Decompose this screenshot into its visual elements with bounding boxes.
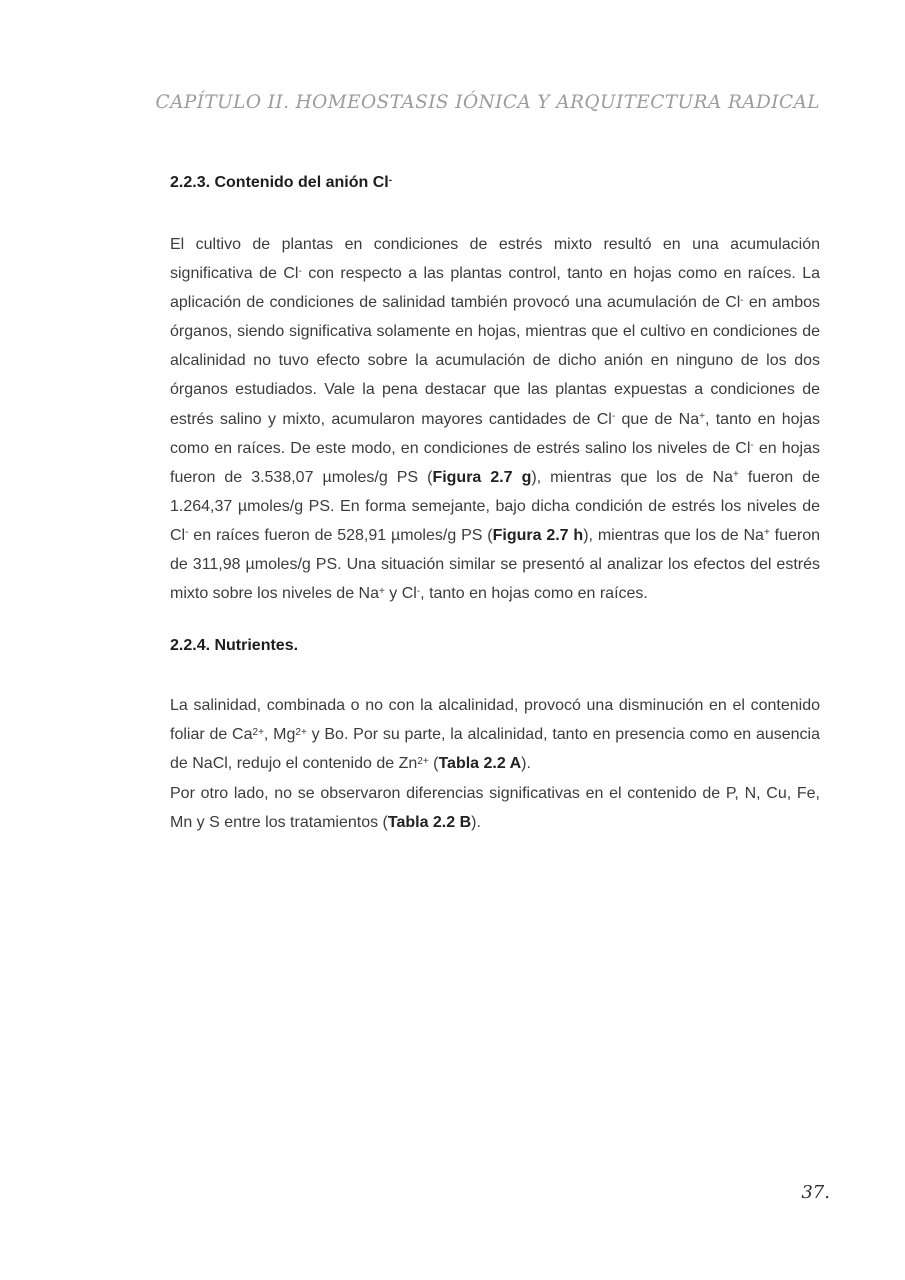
page-content <box>170 172 820 837</box>
paragraph-chloride-content: El cultivo de plantas en condiciones de estrés mixto resultó en una acumulación significativa de Cl- con respecto a las plantas control, tanto en hojas como en raíces. La aplicación de condiciones de salinidad también provocó una acumulación de Cl- en ambos órganos, siendo significativa solamente en hojas, mientras que el cultivo en condiciones de alcalinidad no tuvo efecto sobre la acumulación de dicho anión en ninguno de los dos órganos estudiados. Vale la pena destacar que las plantas expuestas a condiciones de estrés salino y mixto, acumularon mayores cantidades de Cl- que de Na+, tanto en hojas como en raíces. De este modo, en condiciones de estrés salino los niveles de Cl- en hojas fueron de 3.538,07 µmoles/g PS (Figura 2.7 g), mientras que los de Na+ fueron de 1.264,37 µmoles/g PS. En forma semejante, bajo dicha condición de estrés los niveles de Cl- en raíces fueron de 528,91 µmoles/g PS (Figura 2.7 h), mientras que los de Na+ fueron de 311,98 µmoles/g PS. Una situación similar se presentó al analizar los efectos del estrés mixto sobre los niveles de Na+ y Cl-, tanto en hojas como en raíces. <box>170 236 821 603</box>
page-number: 37. <box>801 1182 830 1203</box>
paragraph-nutrients-1: La salinidad, combinada o no con la alcalinidad, provocó una disminución en el contenido foliar de $Ca^{2+}$, $Mg^{2+}$ y Bo. Por su parte, la alcalinidad, tanto en presencia como en ausencia de NaCl, redujo el contenido de $Zn^{2+}$ (Tabla 2.2 A). <box>170 697 821 773</box>
paragraph-nutrients-2: Por otro lado, no se observaron diferencias significativas en el contenido de P, N, Cu, Fe, Mn y S entre los tratamientos (Tabla 2.2 B). <box>170 784 820 831</box>
running-header: CAPÍTULO II. HOMEOSTASIS IÓNICA Y ARQUITECTURA RADICAL <box>155 92 820 113</box>
section-heading-2-2-3: 2.2.3. Contenido del anión Cl- <box>170 174 393 191</box>
section-heading-2-2-4: 2.2.4. Nutrientes. <box>170 637 299 655</box>
